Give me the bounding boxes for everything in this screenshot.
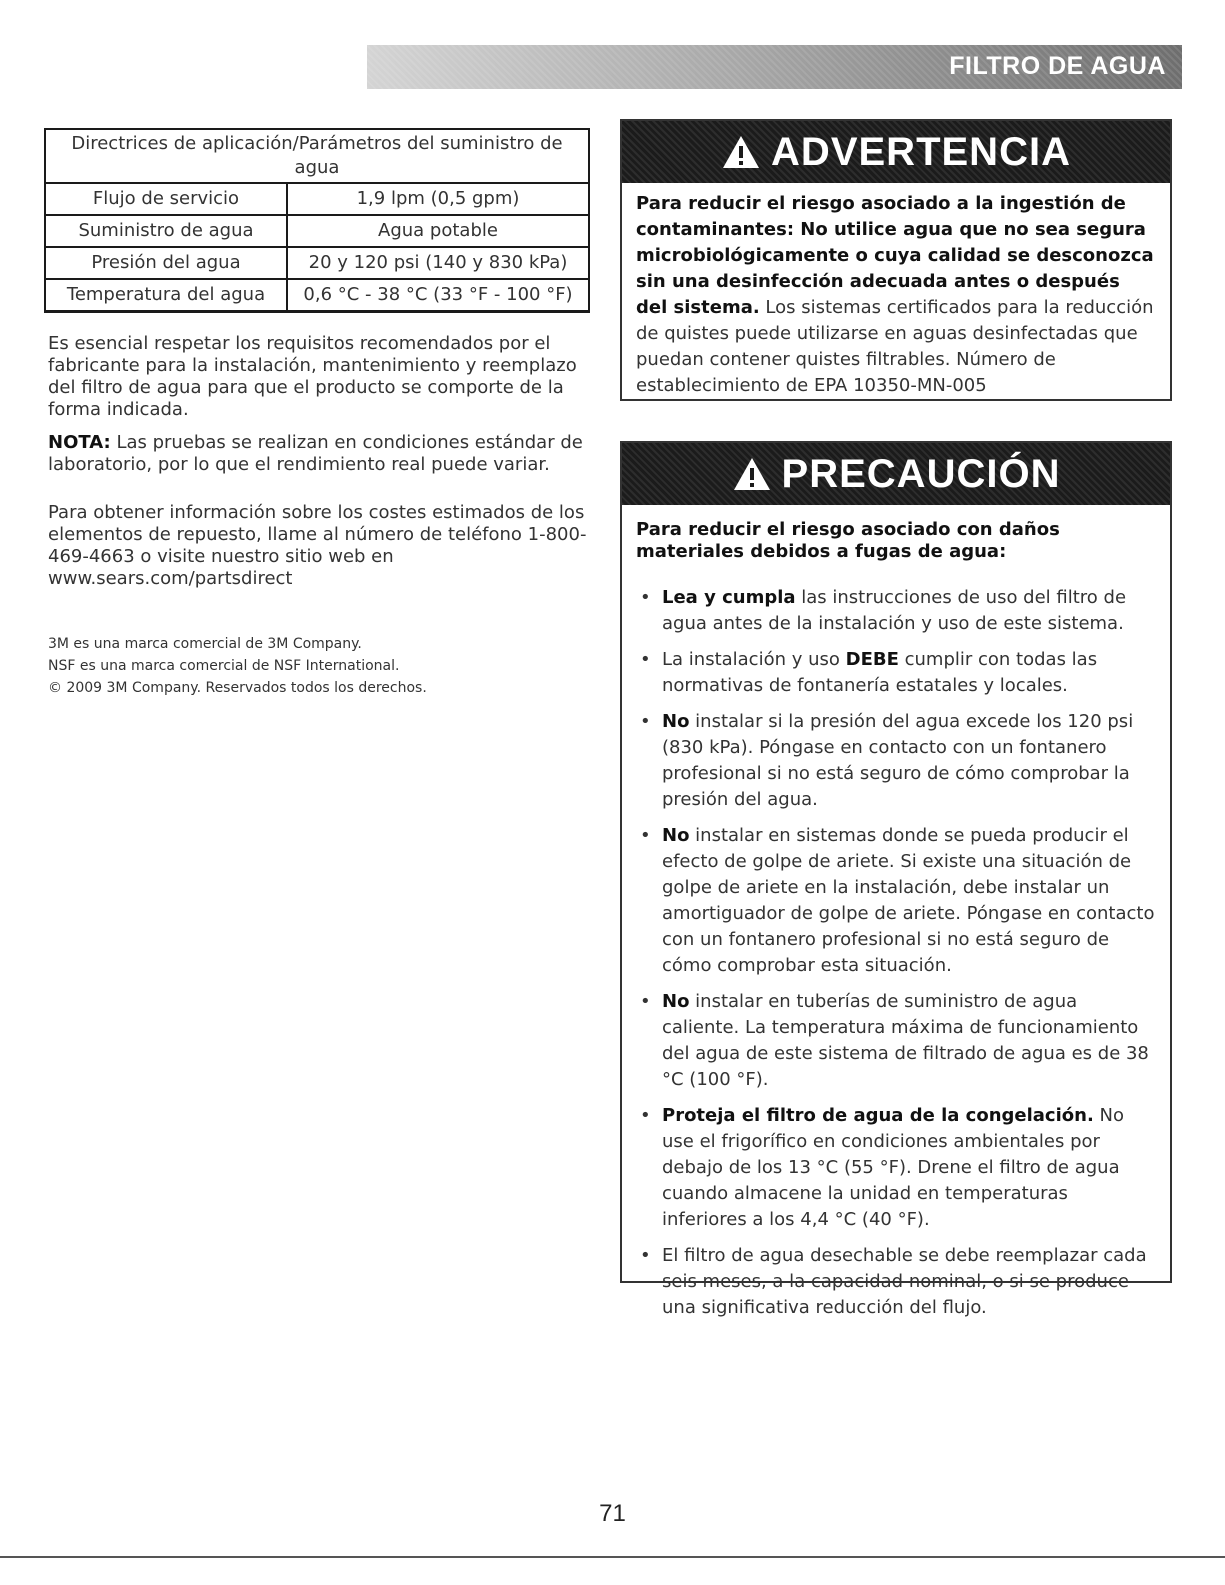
section-header-band [367,45,1182,89]
warning-triangle-icon [732,456,772,492]
list-item-text: instalar si la presión del agua excede los 120 psi (830 kPa). Póngase en contacto con un fontanero profesional si no está seguro de cómo comprobar la presión del agua. [662,711,1134,810]
table-cell-value: Agua potable [287,215,589,247]
table-title: Directrices de aplicación/Parámetros del suministro de agua [45,129,589,183]
maintenance-paragraph: Es esencial respetar los requisitos recomendados por el fabricante para la instalación, mantenimiento y reemplazo del filtro de agua para que el producto se comporte de la forma indicada. [48,333,577,420]
trademark-line: NSF es una marca comercial de NSF International. [48,658,400,674]
list-item-text: las instrucciones de uso del filtro de agua antes de la instalación y uso de este sistema. [662,587,1127,634]
list-item [636,709,1156,813]
parts-info-paragraph: Para obtener información sobre los costes estimados de los elementos de repuesto, llame al número de teléfono 1-800-469-4663 o visite nuestro sitio web en www.sears.com/partsdirect [48,502,587,589]
list-item-text: instalar en tuberías de suministro de agua caliente. La temperatura máxima de funcionamiento del agua de este sistema de filtrado de agua es de 38 °C (100 °F). [662,991,1149,1090]
list-item-emphasis: Lea y cumpla [662,587,796,608]
list-item-text: cumplir con todas las normativas de fontanería estatales y locales. [662,649,1098,696]
caution-list [636,585,1156,1321]
table-cell-label: Temperatura del agua [45,279,287,312]
list-item-emphasis: No [662,991,690,1012]
list-item [636,989,1156,1093]
list-item [636,585,1156,637]
warning-title: ADVERTENCIA [771,129,1071,174]
list-item-emphasis: Proteja el filtro de agua de la congelación. [662,1105,1094,1126]
table-row [45,215,589,247]
table-header-row [45,129,589,183]
warning-box-header [622,121,1170,183]
note-text: Las pruebas se realizan en condiciones estándar de laboratorio, por lo que el rendimiento real puede variar. [48,432,583,475]
bullet-icon: • [640,1105,651,1126]
warning-body [622,183,1170,399]
list-item-emphasis: No [662,825,690,846]
bullet-icon: • [640,991,651,1012]
caution-title: PRECAUCIÓN [781,451,1061,496]
section-title: FILTRO DE AGUA [949,52,1166,80]
table-cell-label: Presión del agua [45,247,287,279]
list-item [636,647,1156,699]
list-item [636,1243,1156,1321]
table-cell-label: Flujo de servicio [45,183,287,215]
list-item [636,1103,1156,1233]
list-item-text: No use el frigorífico en condiciones ambientales por debajo de los 13 °C (55 °F). Drene el filtro de agua cuando almacene la unidad en temperaturas inferiores a los 4,4 °C (40 °F). [662,1105,1124,1230]
table-row [45,279,589,312]
bullet-icon: • [640,1245,651,1266]
note-paragraph [48,432,588,476]
list-item-text: instalar en sistemas donde se pueda producir el efecto de golpe de ariete. Si existe una situación de golpe de ariete en la instalación, debe instalar un amortiguador de golpe de ariete. Póngase en contacto con un fontanero profesional si no está seguro de cómo comprobar esta situación. [662,825,1155,976]
copyright-line: © 2009 3M Company. Reservados todos los derechos. [48,680,427,696]
caution-box-header [622,443,1170,505]
list-item-text: La instalación y uso [662,649,846,670]
trademark-notices [48,633,588,699]
table-cell-value: 20 y 120 psi (140 y 830 kPa) [287,247,589,279]
caution-lead-text: Para reducir el riesgo asociado con daños materiales debidos a fugas de agua: [636,519,1060,562]
table-cell-value: 0,6 °C - 38 °C (33 °F - 100 °F) [287,279,589,312]
bottom-rule [0,1556,1225,1558]
bullet-icon: • [640,587,651,608]
specifications-table [44,128,590,313]
caution-box [620,441,1172,1318]
list-item-emphasis: No [662,711,690,732]
bullet-icon: • [640,825,651,846]
bullet-icon: • [640,711,651,732]
page-number: 71 [599,1500,626,1527]
table-row [45,183,589,215]
note-label: NOTA: [48,432,111,453]
list-item [636,823,1156,979]
table-cell-value: 1,9 lpm (0,5 gpm) [287,183,589,215]
list-item-text: El filtro de agua desechable se debe reemplazar cada seis meses, a la capacidad nominal, o si se produce una significativa reducción del flujo. [662,1245,1147,1318]
list-item-emphasis: DEBE [845,649,899,670]
bullet-icon: • [640,649,651,670]
trademark-line: 3M es una marca comercial de 3M Company. [48,636,362,652]
warning-box [620,119,1172,401]
warning-triangle-icon [721,134,761,170]
table-cell-label: Suministro de agua [45,215,287,247]
caution-body [622,505,1170,1321]
warning-lead-text: Para reducir el riesgo asociado a la ingestión de contaminantes: No utilice agua que no sea segura microbiológicamente o cuya calidad se desconozca sin una desinfección adecuada antes o después del sistema. [636,193,1154,318]
warning-body-text: Los sistemas certificados para la reducción de quistes puede utilizarse en aguas desinfectadas que puedan contener quistes filtrables. Número de establecimiento de EPA 10350-MN-005 [636,297,1154,396]
table-row [45,247,589,279]
